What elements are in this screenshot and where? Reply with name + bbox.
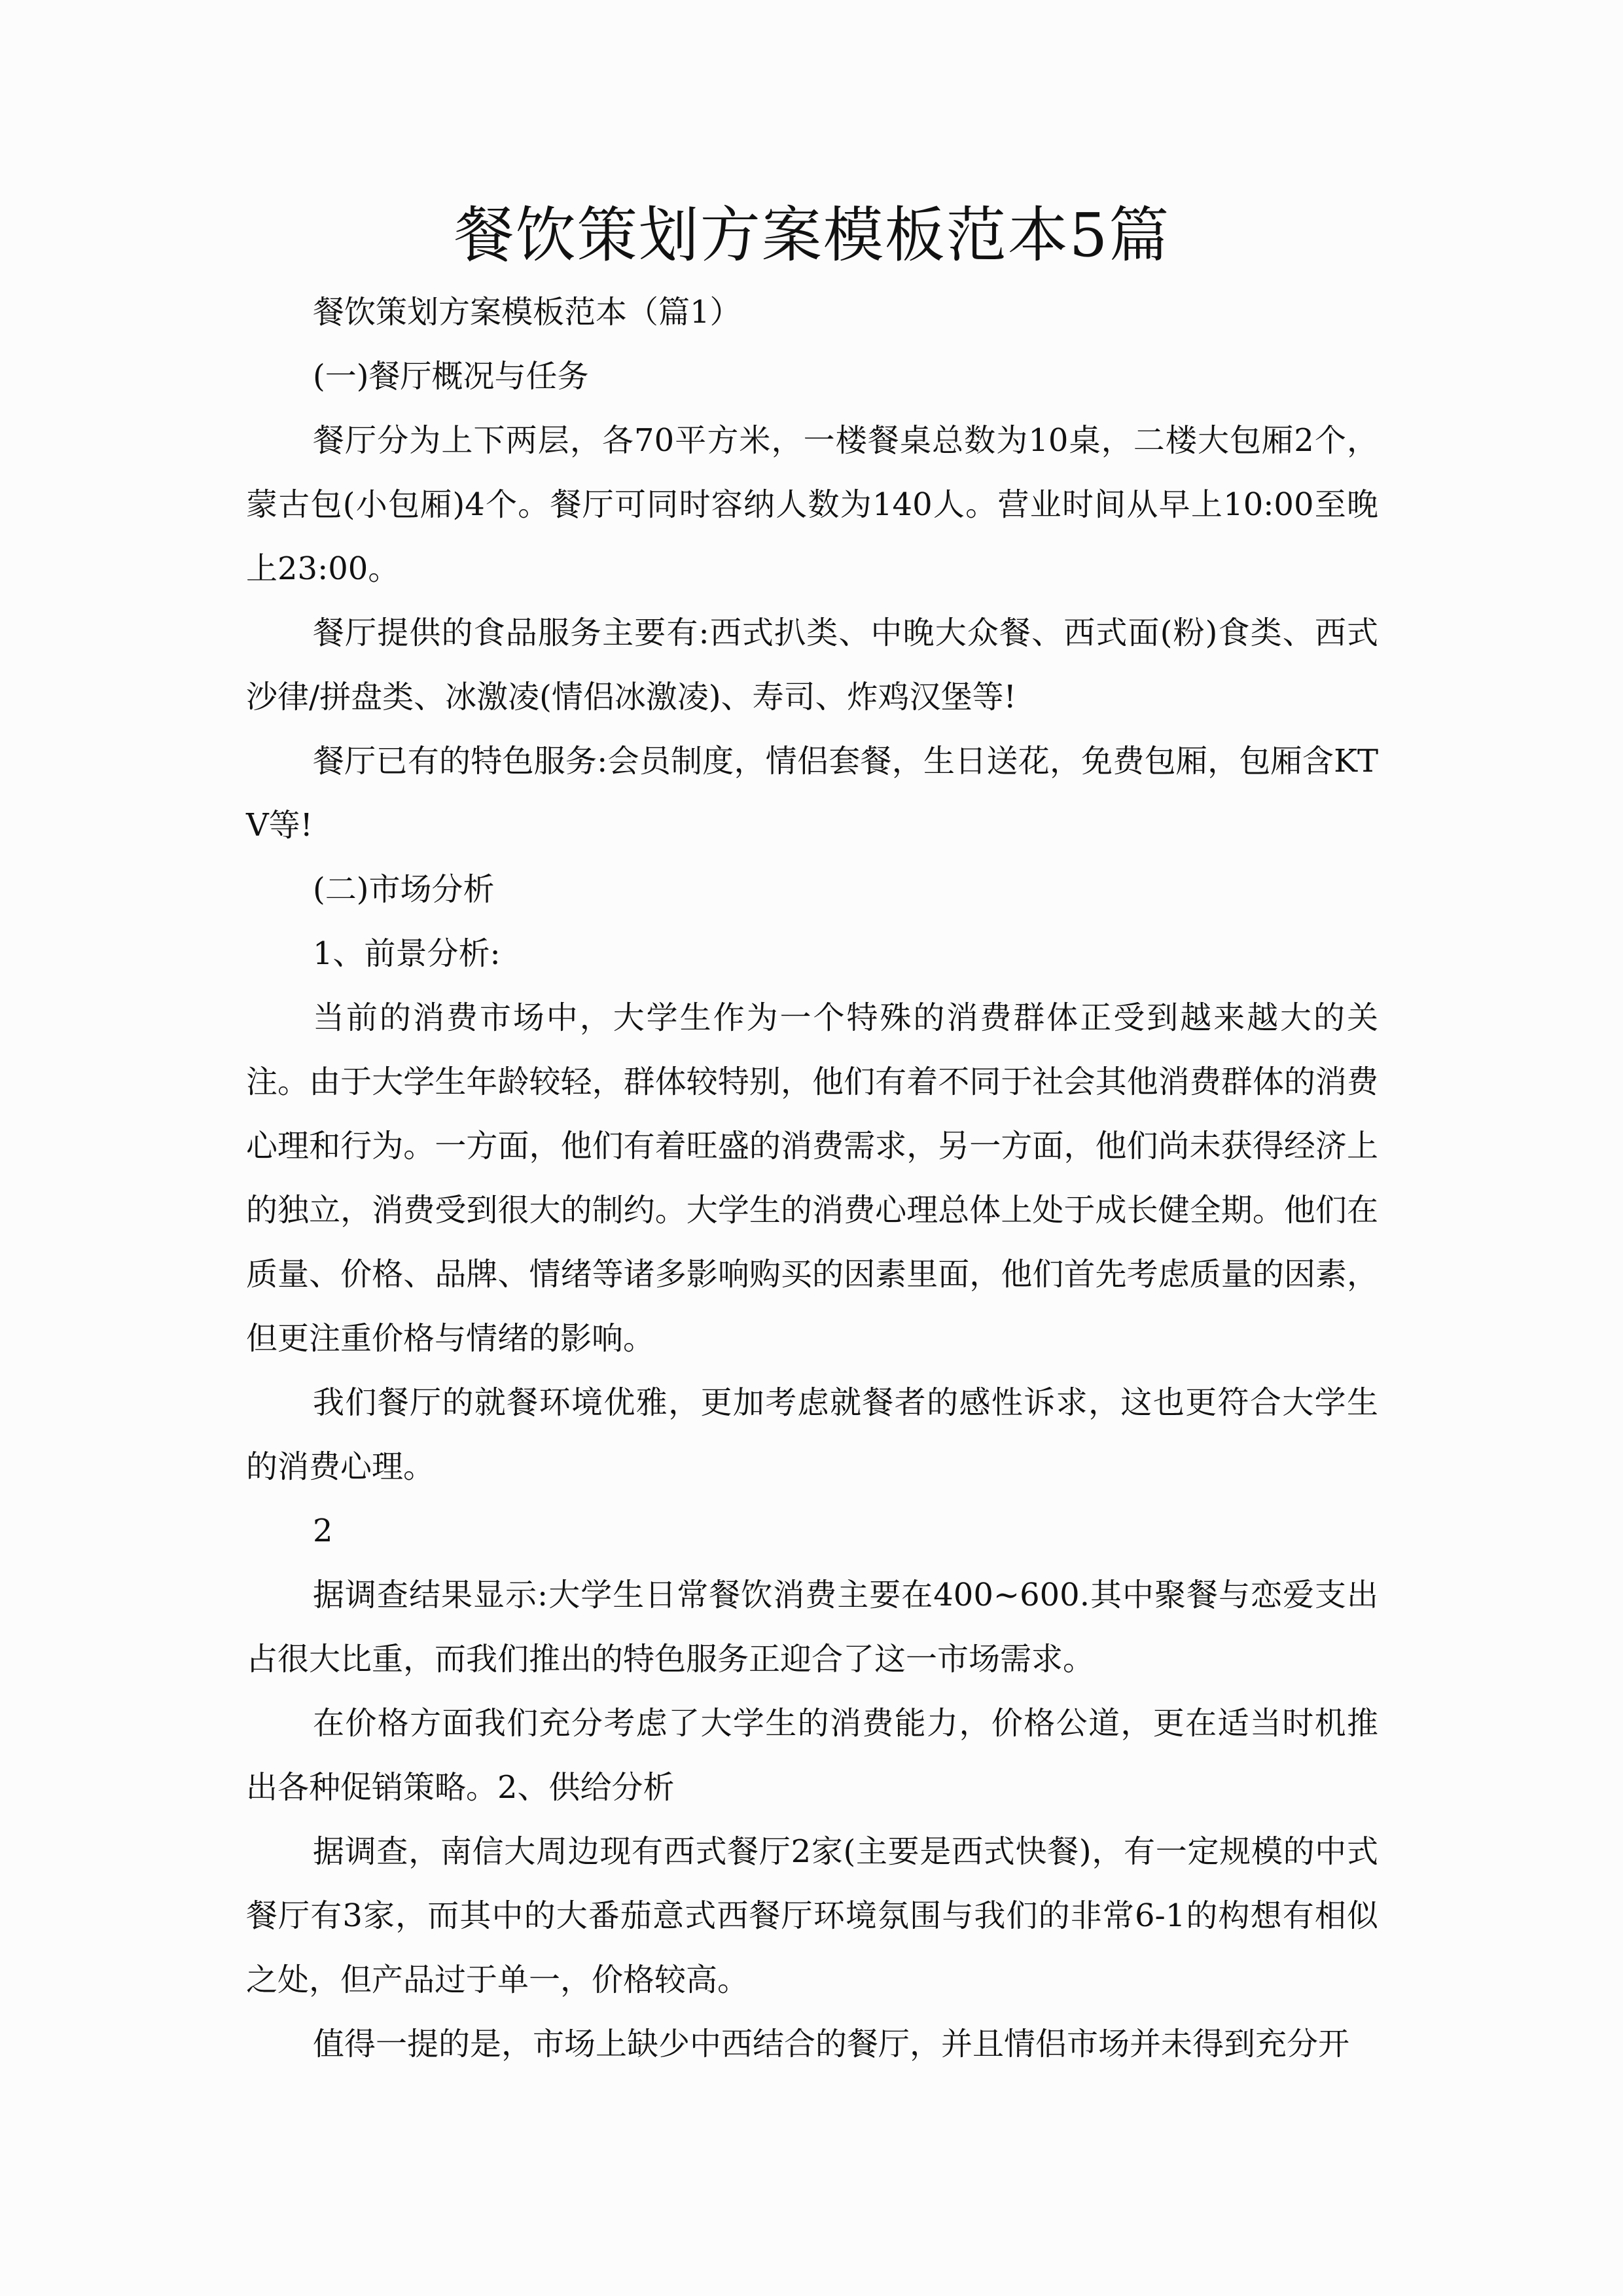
paragraph-restaurant-layout: 餐厅分为上下两层，各70平方米，一楼餐桌总数为10桌，二楼大包厢2个，蒙古包(小包厢)4个。餐厅可同时容纳人数为140人。营业时间从早上10:00至晚上23:00。 [246,422,1378,587]
paragraph-special-services: 餐厅已有的特色服务:会员制度，情侣套餐，生日送花，免费包厢，包厢含KTV等! [246,743,1378,844]
paragraph-survey-results: 据调查结果显示:大学生日常餐饮消费主要在400~600.其中聚餐与恋爱支出占很大比重，而我们推出的特色服务正迎合了这一市场需求。 [246,1577,1378,1677]
paragraph-competitors: 据调查，南信大周边现有西式餐厅2家(主要是西式快餐)，有一定规模的中式餐厅有3家，而其中的大番茄意式西餐厅环境氛围与我们的非常6-1的构想有相似之处，但产品过于单一，价格较高。 [246,1833,1378,1998]
document-title: 餐饮策划方案模板范本5篇 [454,200,1171,270]
subsection-heading-overview: (一)餐厅概况与任务 [313,358,589,395]
paragraph-pricing: 在价格方面我们充分考虑了大学生的消费能力，价格公道，更在适当时机推出各种促销策略。2、供给分析 [246,1705,1378,1806]
paragraph-food-services: 餐厅提供的食品服务主要有:西式扒类、中晚大众餐、西式面(粉)食类、西式沙律/拼盘类、冰激凌(情侣冰激凌)、寿司、炸鸡汉堡等! [246,615,1378,715]
paragraph-market-gap: 值得一提的是，市场上缺少中西结合的餐厅，并且情侣市场并未得到充分开 [313,2026,1350,2062]
list-heading-prospect-analysis: 1、前景分析: [313,935,501,972]
subsection-heading-market-analysis: (二)市场分析 [313,871,495,908]
page-number-marker: 2 [313,1513,333,1549]
paragraph-consumer-market: 当前的消费市场中，大学生作为一个特殊的消费群体正受到越来越大的关注。由于大学生年龄较轻，群体较特别，他们有着不同于社会其他消费群体的消费心理和行为。一方面，他们有着旺盛的消费需求，另一方面，他们尚未获得经济上的独立，消费受到很大的制约。大学生的消费心理总体上处于成长健全期。他们在质量、价格、品牌、情绪等诸多影响购买的因素里面，他们首先考虑质量的因素，但更注重价格与情绪的影响。 [246,999,1378,1357]
paragraph-dining-environment: 我们餐厅的就餐环境优雅，更加考虑就餐者的感性诉求，这也更符合大学生的消费心理。 [246,1384,1378,1485]
section-heading-part-1: 餐饮策划方案模板范本（篇1） [313,294,741,331]
document-page [246,196,1378,2076]
